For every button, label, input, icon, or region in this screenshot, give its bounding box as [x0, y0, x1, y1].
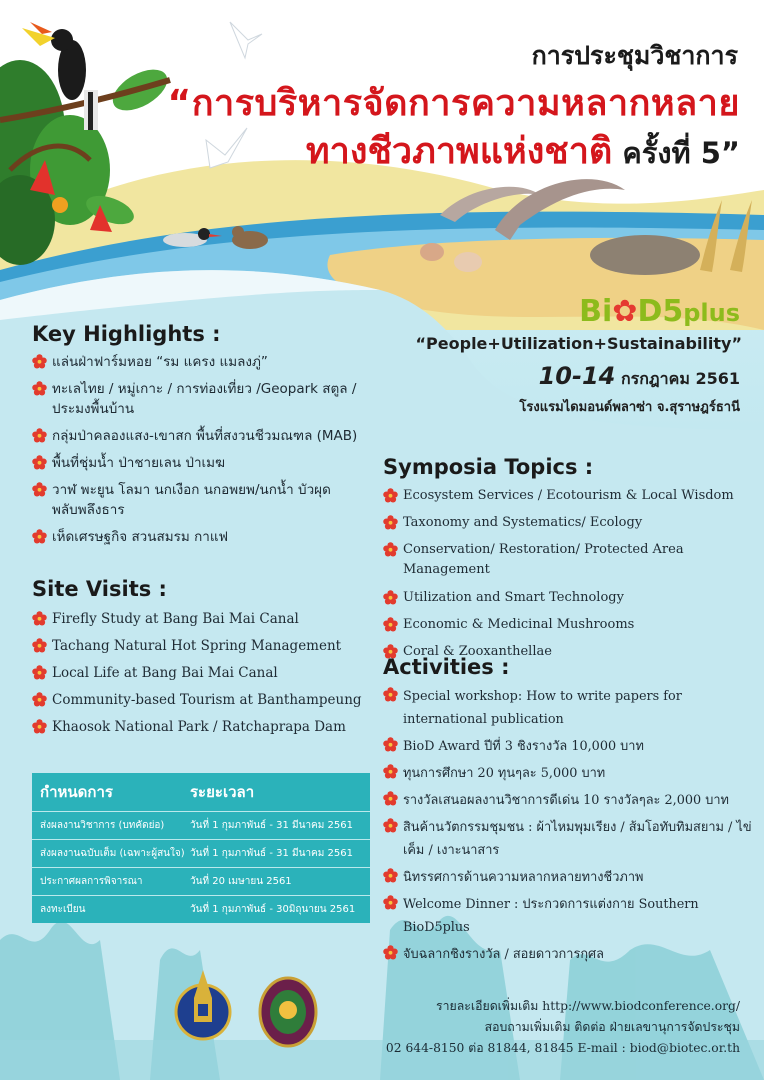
conference-tagline: “People+Utilization+Sustainability”: [415, 334, 742, 353]
list-item: [383, 762, 755, 785]
list-item-text: พื้นที่ชุ่มน้ำ ป่าชายเลน ป่าเมฆ: [52, 455, 226, 471]
list-item-text: Ecosystem Services / Ecotourism & Local Wisdom: [403, 488, 734, 503]
activities-heading: Activities :: [383, 655, 510, 679]
list-item: [383, 943, 755, 966]
list-item: [32, 453, 372, 473]
website-info: รายละเอียดเพิ่มเติม http://www.biodconference.org/: [436, 999, 740, 1013]
list-item: [32, 717, 377, 737]
conference-subtitle: การประชุมวิชาการ: [531, 41, 738, 70]
list-item-text: นิทรรศการด้านความหลากหลายทางชีวภาพ: [403, 870, 644, 885]
activities-list: [383, 685, 755, 970]
flower-bullet-icon: [383, 945, 398, 960]
list-item: [383, 866, 755, 889]
table-row: [32, 868, 370, 896]
list-item-text: เห็ดเศรษฐกิจ สวนสมรม กาแฟ: [52, 529, 229, 545]
key-highlights-heading: Key Highlights :: [32, 322, 221, 346]
flower-bullet-icon: [32, 354, 47, 369]
list-item-text: วาฬ พะยูน โลมา นกเงือก นกอพยพ/นกน้ำ บัวผุด พลับพลึงธาร: [52, 482, 331, 518]
flower-bullet-icon: [32, 665, 47, 680]
list-item: [32, 426, 372, 446]
list-item-text: Khaosok National Park / Ratchaprapa Dam: [52, 719, 346, 735]
flower-bullet-icon: [383, 764, 398, 779]
list-item-text: Firefly Study at Bang Bai Mai Canal: [52, 611, 299, 627]
key-highlights-list: [32, 352, 372, 554]
list-item-text: Utilization and Smart Technology: [403, 589, 624, 605]
logo-text-d5: D5: [637, 294, 684, 329]
schedule-period: วันที่ 20 เมษายน 2561: [190, 868, 370, 896]
list-item: [32, 609, 377, 629]
list-item: [383, 789, 755, 812]
conference-title-line2: [0, 122, 740, 179]
flower-bullet-icon: [32, 719, 47, 734]
symposia-topics-list: [383, 486, 753, 669]
list-item-text: สินค้านวัตกรรมชุมชน : ผ้าไหมพุมเรียง / ส้มโอทับทิมสยาม / ไข่เค็ม / เงาะนาสาร: [403, 820, 752, 858]
schedule-item: ลงทะเบียน: [32, 896, 190, 924]
flower-bullet-icon: [383, 488, 398, 503]
list-item-text: Special workshop: How to write papers for international publication: [403, 689, 682, 727]
flower-bullet-icon: [32, 482, 47, 497]
flower-bullet-icon: [32, 455, 47, 470]
table-row: [32, 812, 370, 840]
schedule-period: วันที่ 1 กุมภาพันธ์ - 31 มีนาคม 2561: [190, 840, 370, 868]
flower-bullet-icon: [383, 617, 398, 632]
schedule-item: ประกาศผลการพิจารณา: [32, 868, 190, 896]
list-item-text: กลุ่มป่าคลองแสง-เขาสก พื้นที่สงวนชีวมณฑล (MAB): [52, 428, 358, 444]
flower-bullet-icon: [383, 868, 398, 883]
list-item-text: Coral & Zooxanthellae: [403, 643, 552, 659]
list-item-text: รางวัลเสนอผลงานวิชาการดีเด่น 10 รางวัลๆละ 2,000 บาท: [403, 793, 729, 808]
schedule-table: [32, 773, 370, 923]
flower-bullet-icon: [383, 791, 398, 806]
schedule-item: ส่งผลงานวิชาการ (บทคัดย่อ): [32, 812, 190, 840]
dugong: [590, 235, 700, 275]
list-item: [383, 588, 753, 608]
list-item-text: Taxonomy and Systematics/ Ecology: [403, 515, 643, 531]
flower-bullet-icon: [32, 638, 47, 653]
logo-text-plus: plus: [683, 299, 740, 327]
conference-title-line1: “การบริหารจัดการความหลากหลาย: [167, 83, 740, 124]
list-item: [383, 615, 753, 635]
flower-bullet-icon: [32, 381, 47, 396]
flower-icon: ✿: [612, 294, 638, 329]
conference-venue: โรงแรมไดมอนด์พลาซ่า จ.สุราษฎร์ธานี: [519, 400, 740, 415]
list-item: [383, 513, 753, 533]
list-item: [32, 527, 372, 547]
list-item: [383, 893, 755, 939]
flower-bullet-icon: [383, 590, 398, 605]
title-line2-suffix: ครั้งที่ 5”: [612, 136, 740, 170]
date-range: 10-14: [538, 362, 616, 390]
list-item: [32, 352, 372, 372]
flower-bullet-icon: [383, 737, 398, 752]
schedule-period: วันที่ 1 กุมภาพันธ์ - 31 มีนาคม 2561: [190, 812, 370, 840]
list-item-text: BioD Award ปีที่ 3 ชิงรางวัล 10,000 บาท: [403, 739, 644, 754]
list-item: [32, 663, 377, 683]
site-visits-heading: Site Visits :: [32, 577, 167, 601]
shell: [454, 252, 482, 272]
list-item-text: ทะเลไทย / หมู่เกาะ / การท่องเที่ยว /Geopark สตูล / ประมงพื้นบ้าน: [52, 381, 357, 417]
flower-bullet-icon: [32, 428, 47, 443]
shell: [420, 243, 444, 261]
secretariat-info: สอบถามเพิ่มเติม ติดต่อ ฝ่ายเลขานุการจัดประชุม: [484, 1020, 740, 1034]
table-row: [32, 896, 370, 924]
list-item-text: ทุนการศึกษา 20 ทุนๆละ 5,000 บาท: [403, 766, 606, 781]
list-item: [383, 685, 755, 731]
date-month: กรกฎาคม 2561: [615, 369, 740, 388]
list-item: [32, 690, 377, 710]
list-item-text: แล่นฝ่าฟาร์มหอย “รม แครง แมลงภู่”: [52, 354, 268, 370]
flower-bullet-icon: [32, 692, 47, 707]
list-item: [383, 540, 753, 580]
flower-bullet-icon: [383, 818, 398, 833]
schedule-header-cell: กำหนดการ: [40, 783, 113, 801]
list-item: [383, 735, 755, 758]
list-item-text: จับฉลากชิงรางวัล / สอยดาวการกุศล: [403, 947, 605, 962]
phone-email-info: 02 644-8150 ต่อ 81844, 81845 E-mail : biod@biotec.or.th: [385, 1041, 740, 1055]
list-item: [383, 816, 755, 862]
list-item-text: Welcome Dinner : ประกวดการแต่งกาย Southern BioD5plus: [403, 897, 699, 935]
list-item-text: Local Life at Bang Bai Mai Canal: [52, 665, 278, 681]
list-item-text: Community-based Tourism at Banthampeung: [52, 692, 362, 708]
flower-bullet-icon: [383, 515, 398, 530]
table-row: [32, 840, 370, 868]
title-line2-main: ทางชีวภาพแห่งชาติ: [305, 131, 613, 172]
schedule-item: ส่งผลงานฉบับเต็ม (เฉพาะผู้สนใจ): [32, 840, 190, 868]
list-item: [383, 486, 753, 506]
flower-bullet-icon: [383, 542, 398, 557]
schedule-header-cell: ระยะเวลา: [190, 783, 255, 801]
schedule-period: วันที่ 1 กุมภาพันธ์ - 30มิถุนายน 2561: [190, 896, 370, 924]
site-visits-list: [32, 609, 377, 744]
flower-bullet-icon: [383, 895, 398, 910]
list-item: [32, 636, 377, 656]
logo-text-bi: Bi: [579, 294, 613, 329]
schedule-header-row: [32, 773, 370, 812]
flower-bullet-icon: [32, 611, 47, 626]
contact-footer: [0, 996, 740, 1059]
flower-bullet-icon: [32, 529, 47, 544]
symposia-topics-heading: Symposia Topics :: [383, 455, 594, 479]
list-item-text: Tachang Natural Hot Spring Management: [52, 638, 342, 654]
list-item-text: Conservation/ Restoration/ Protected Area Management: [403, 542, 684, 578]
list-item-text: Economic & Medicinal Mushrooms: [403, 616, 635, 632]
list-item: [32, 480, 372, 520]
flower-bullet-icon: [383, 687, 398, 702]
list-item: [32, 379, 372, 419]
